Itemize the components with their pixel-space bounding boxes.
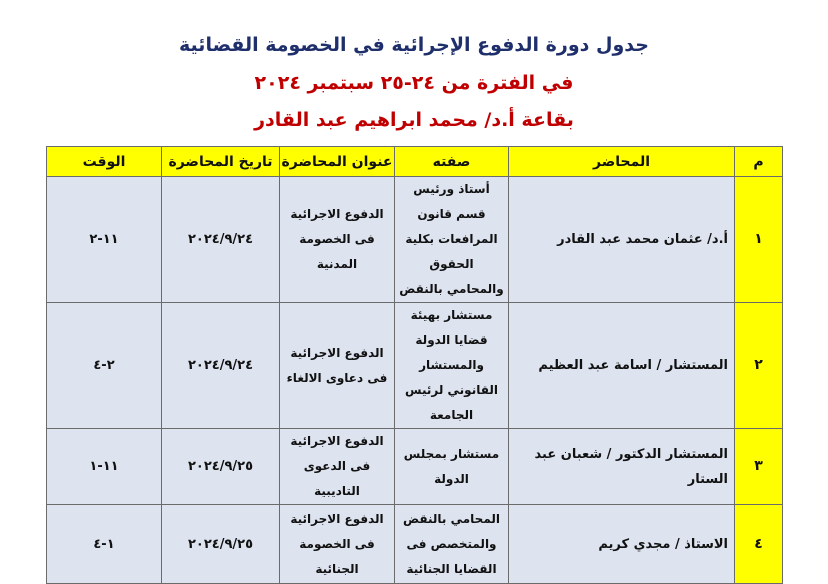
- column-header-topic: عنوان المحاضرة: [280, 147, 395, 177]
- page-title: جدول دورة الدفوع الإجرائية في الخصومة القضائية: [179, 34, 649, 56]
- table-row: [47, 505, 783, 584]
- table-row: [47, 303, 783, 429]
- schedule-table: [46, 146, 783, 584]
- lecture-date: ٢٠٢٤/٩/٢٥: [162, 429, 280, 505]
- row-number: ١: [735, 177, 783, 303]
- table-row: [47, 177, 783, 303]
- column-header-num: م: [735, 147, 783, 177]
- lecture-time: ٢-٤: [47, 303, 162, 429]
- table-header-row: [47, 147, 783, 177]
- lecturer-title: المحامي بالنقض والمتخصص فى القضايا الجنائية: [395, 505, 509, 584]
- course-venue: بقاعة أ.د/ محمد ابراهيم عبد القادر: [254, 109, 574, 131]
- row-number: ٤: [735, 505, 783, 584]
- lecturer-title: أستاذ ورئيس قسم قانون المرافعات بكلية الحقوق والمحامي بالنقض: [395, 177, 509, 303]
- column-header-lecturer: المحاضر: [509, 147, 735, 177]
- row-number: ٣: [735, 429, 783, 505]
- table-body: [47, 177, 783, 584]
- lecture-date: ٢٠٢٤/٩/٢٥: [162, 505, 280, 584]
- lecturer-name: أ.د/ عثمان محمد عبد القادر: [509, 177, 735, 303]
- lecture-topic: الدفوع الاجرائية فى الدعوى التاديبية: [280, 429, 395, 505]
- lecturer-name: الاستاذ / مجدي كريم: [509, 505, 735, 584]
- table-row: [47, 429, 783, 505]
- column-header-date: تاريخ المحاضرة: [162, 147, 280, 177]
- lecture-date: ٢٠٢٤/٩/٢٤: [162, 303, 280, 429]
- column-header-time: الوقت: [47, 147, 162, 177]
- lecture-date: ٢٠٢٤/٩/٢٤: [162, 177, 280, 303]
- lecturer-title: مستشار بمجلس الدولة: [395, 429, 509, 505]
- row-number: ٢: [735, 303, 783, 429]
- column-header-title: صفته: [395, 147, 509, 177]
- lecture-topic: الدفوع الاجرائية فى دعاوى الالغاء: [280, 303, 395, 429]
- lecturer-name: المستشار / اسامة عبد العظيم: [509, 303, 735, 429]
- course-period: في الفترة من ٢٤-٢٥ سبتمبر ٢٠٢٤: [254, 72, 574, 94]
- lecture-time: ١١-٢: [47, 177, 162, 303]
- lecturer-title: مستشار بهيئة قضايا الدولة والمستشار القانوني لرئيس الجامعة: [395, 303, 509, 429]
- lecture-topic: الدفوع الاجرائية فى الخصومة المدنية: [280, 177, 395, 303]
- lecturer-name: المستشار الدكتور / شعبان عبد الستار: [509, 429, 735, 505]
- lecture-topic: الدفوع الاجرائية فى الخصومة الجنائية: [280, 505, 395, 584]
- table-header: [47, 147, 783, 177]
- lecture-time: ١-٤: [47, 505, 162, 584]
- lecture-time: ١١-١: [47, 429, 162, 505]
